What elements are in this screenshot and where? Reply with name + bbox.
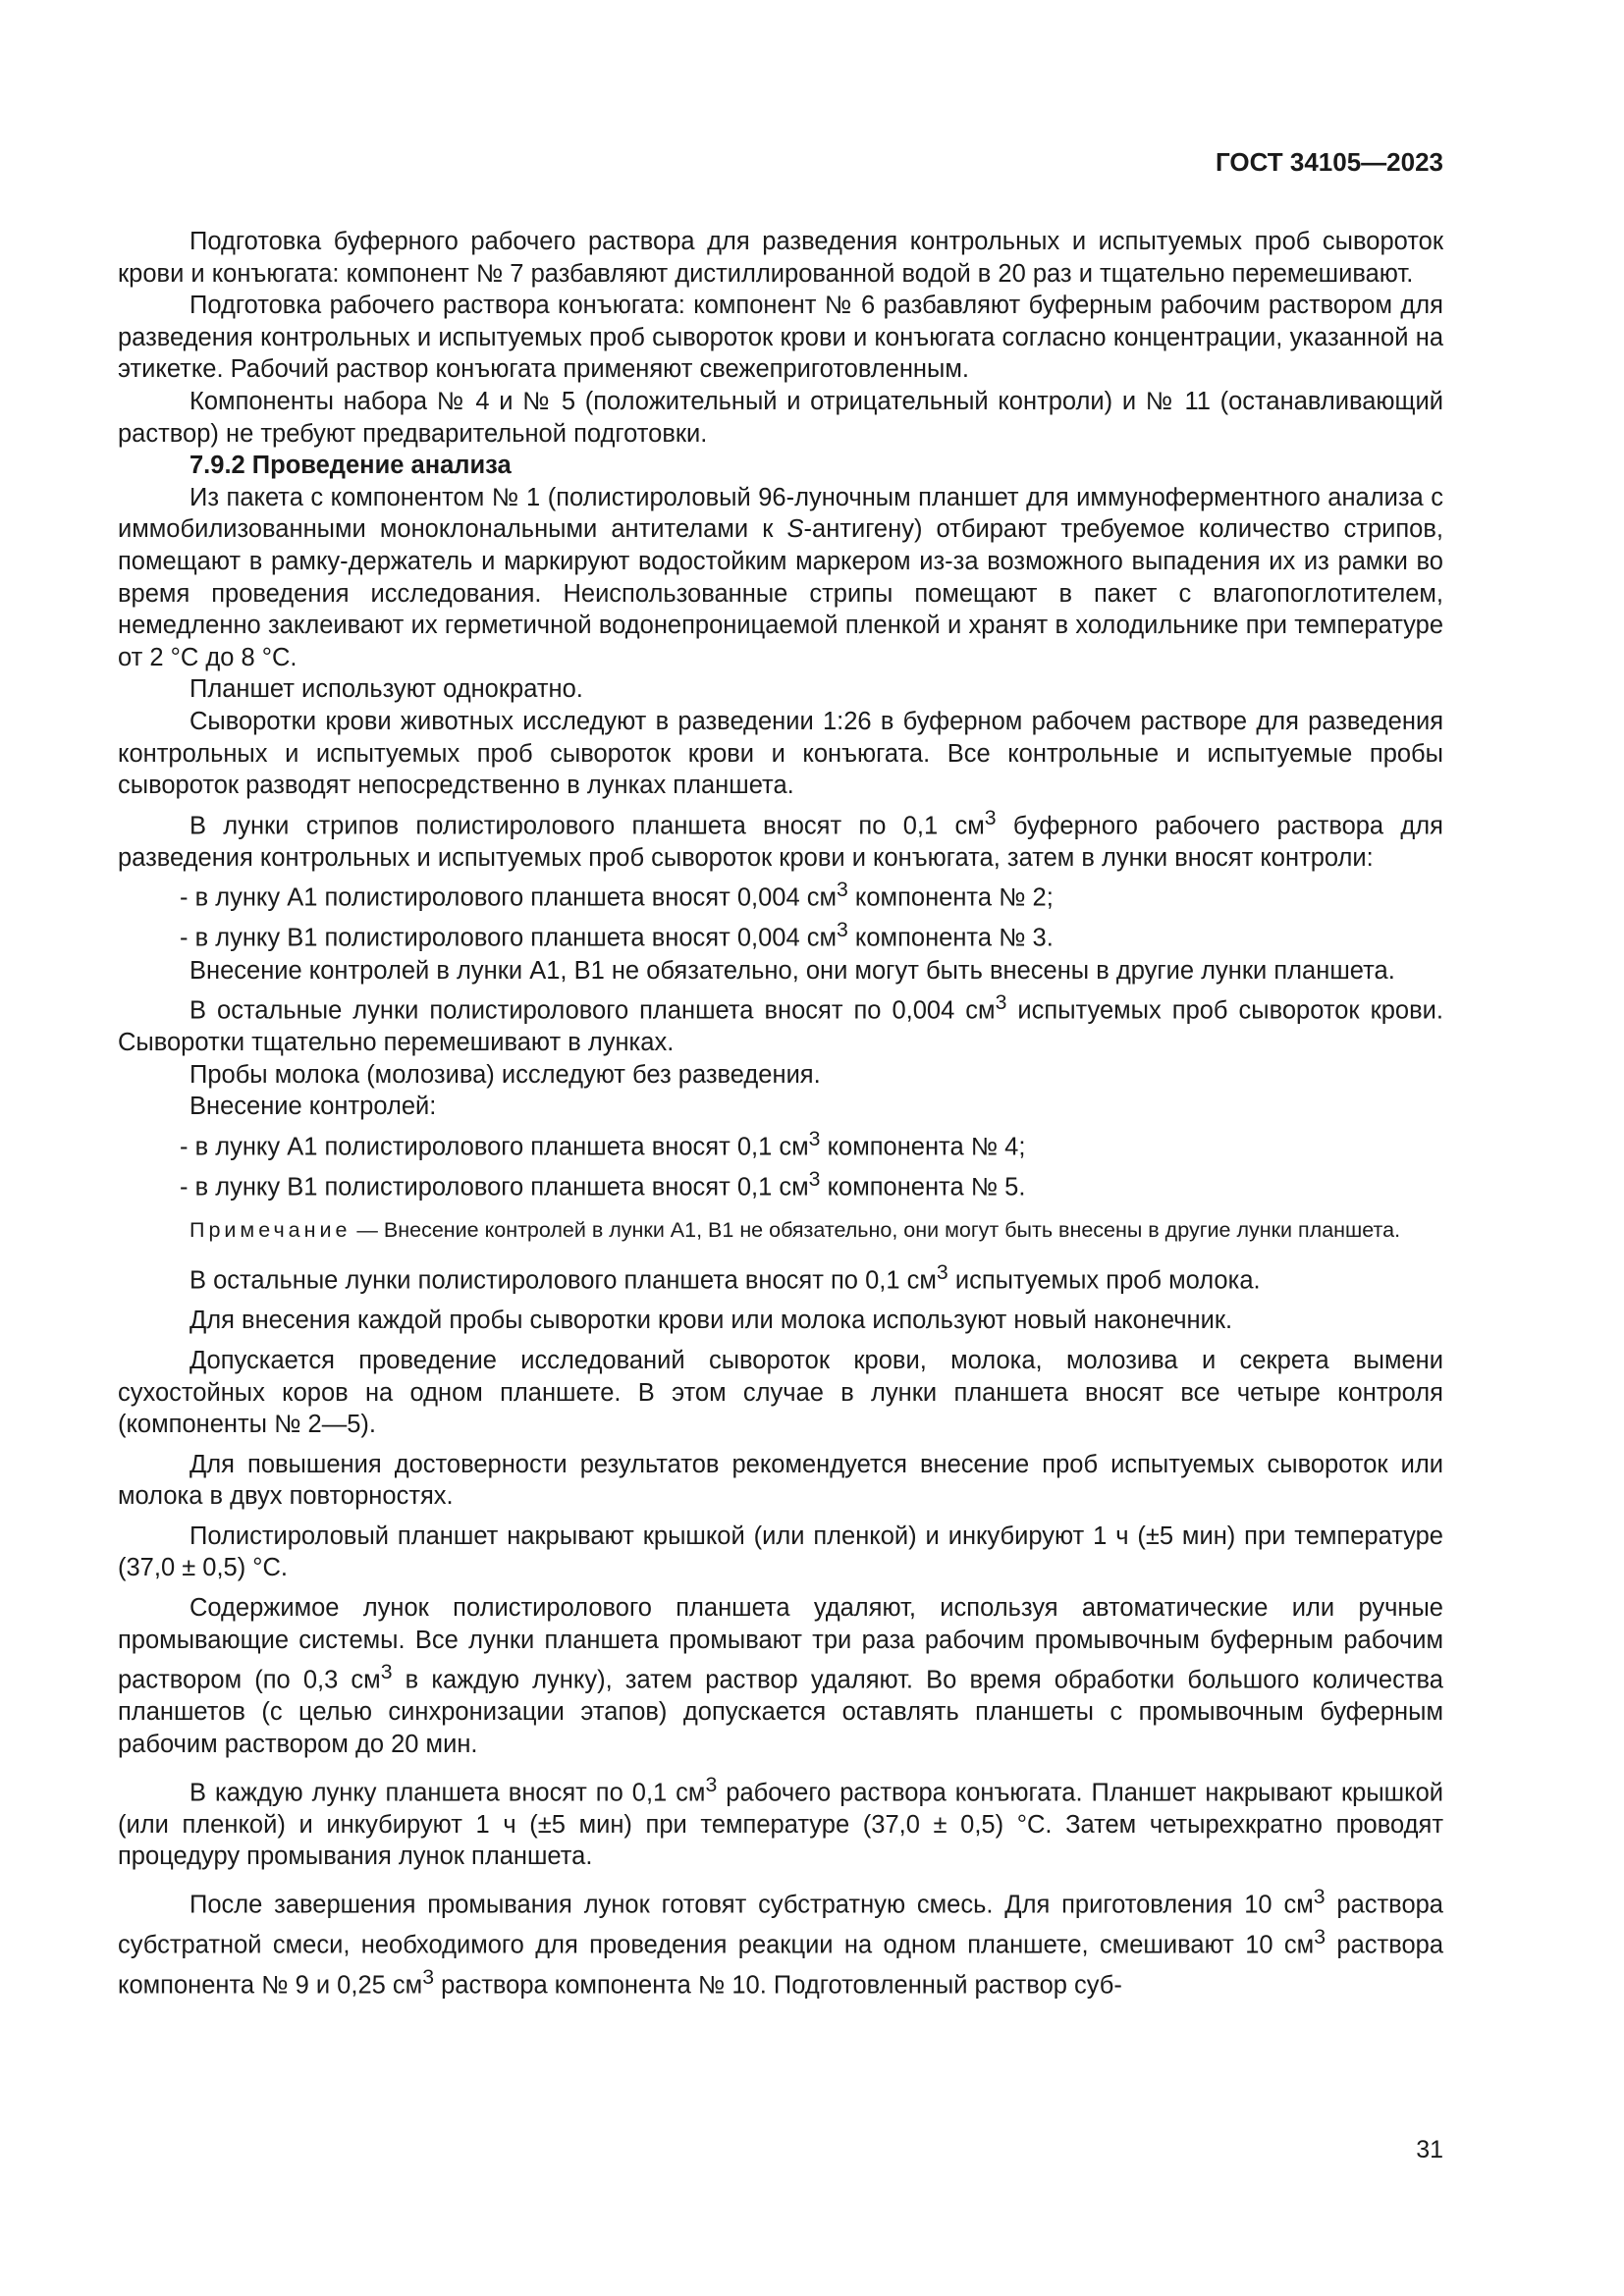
paragraph: Компоненты набора № 4 и № 5 (положительный и отрицательный контроли) и № 11 (останавливающий раствор) не требуют предварительной подготовки. — [118, 387, 1443, 448]
list-item: - в лунку В1 полистиролового планшета вносят 0,1 $см^3$ компонента № 5. — [180, 1167, 1026, 1201]
paragraph: В остальные лунки полистиролового планшета вносят по 0,1 $см^3$ испытуемых проб молока. — [189, 1260, 1261, 1295]
paragraph: Содержимое лунок полистиролового планшета удаляют, используя автоматические или ручные промывающие системы. Все лунки планшета промывают три раза рабочим промывочным буферным рабочим раствором (по 0,3 $см^3$ в каждую лунку), затем раствор удаляют. Во время обработки большого количества планшетов (с целью синхронизации этапов) допускается оставлять планшеты с промывочным буферным рабочим раствором до 20 мин. — [118, 1594, 1443, 1758]
paragraph: Из пакета с компонентом № 1 (полистироловый 96-луночным планшет для иммуноферментного анализа с иммобилизованными моноклональными антителами к S-антигену) отбирают требуемое количество стрипов, помещают в рамку-держатель и маркируют водостойким маркером из-за возможного выпадения их из рамки во время проведения исследования. Неиспользованные стрипы помещают в пакет с влагопоглотителем, немедленно заклеивают их герметичной водонепроницаемой пленкой и хранят в холодильнике при температуре от 2 °С до 8 °С. — [118, 483, 1443, 671]
page-number: 31 — [1416, 2136, 1443, 2163]
paragraph: Для внесения каждой пробы сыворотки крови или молока используют новый наконечник. — [189, 1307, 1233, 1335]
paragraph: Внесение контролей в лунки А1, В1 не обязательно, они могут быть внесены в другие лунки планшета. — [189, 956, 1395, 985]
document-body — [118, 226, 1443, 2002]
paragraph: Подготовка рабочего раствора конъюгата: компонент № 6 разбавляют буферным рабочим раствором для разведения контрольных и испытуемых проб сывороток крови и конъюгата согласно концентрации, указанной на этикетке. Рабочий раствор конъюгата применяют свежеприготовленным. — [118, 292, 1443, 384]
list-item: - в лунку А1 полистиролового планшета вносят 0,004 $см^3$ компонента № 2; — [180, 878, 1054, 912]
paragraph: Полистироловый планшет накрывают крышкой (или пленкой) и инкубируют 1 ч (±5 мин) при температуре (37,0 ± 0,5) °С. — [118, 1522, 1443, 1582]
list-item: - в лунку А1 полистиролового планшета вносят 0,1 $см^3$ компонента № 4; — [180, 1127, 1026, 1161]
paragraph: Планшет используют однократно. — [189, 675, 583, 704]
paragraph: В каждую лунку планшета вносят по 0,1 $см^3$ рабочего раствора конъюгата. Планшет накрывают крышкой (или пленкой) и инкубируют 1 ч (±5 мин) при температуре (37,0 ± 0,5) °С. Затем четырехкратно проводят процедуру промывания лунок планшета. — [118, 1772, 1443, 1871]
section-heading: 7.9.2 Проведение анализа — [189, 452, 512, 480]
paragraph: Допускается проведение исследований сывороток крови, молока, молозива и секрета вымени сухостойных коров на одном планшете. В этом случае в лунки планшета вносят все четыре контроля (компоненты № 2—5). — [118, 1346, 1443, 1439]
paragraph: Для повышения достоверности результатов рекомендуется внесение проб испытуемых сывороток или молока в двух повторностях. — [118, 1450, 1443, 1511]
paragraph: В лунки стрипов полистиролового планшета вносят по 0,1 $см^3$ буферного рабочего раствора для разведения контрольных и испытуемых проб сывороток крови и конъюгата, затем в лунки вносят контроли: — [118, 805, 1443, 872]
document-code: ГОСТ 34105—2023 — [1216, 147, 1443, 177]
paragraph: Подготовка буферного рабочего раствора для разведения контрольных и испытуемых проб сывороток крови и конъюгата: компонент № 7 разбавляют дистиллированной водой в 20 раз и тщательно перемешивают. — [118, 228, 1443, 288]
note: Примечание — Внесение контролей в лунки А1, В1 не обязательно, они могут быть внесены в другие лунки планшета. — [189, 1218, 1401, 1243]
paragraph: Пробы молока (молозива) исследуют без разведения. — [189, 1060, 821, 1089]
paragraph: В остальные лунки полистиролового планшета вносят по 0,004 $см^3$ испытуемых проб сывороток крови. Сыворотки тщательно перемешивают в лунках. — [118, 990, 1443, 1057]
list-item: - в лунку В1 полистиролового планшета вносят 0,004 $см^3$ компонента № 3. — [180, 918, 1054, 952]
paragraph: Внесение контролей: — [189, 1093, 437, 1121]
paragraph: Сыворотки крови животных исследуют в разведении 1:26 в буферном рабочем растворе для разведения контрольных и испытуемых проб сывороток крови и конъюгата. Все контрольные и испытуемые пробы сывороток разводят непосредственно в лунках планшета. — [118, 707, 1443, 800]
paragraph: После завершения промывания лунок готовят субстратную смесь. Для приготовления 10 $см^3$ раствора субстратной смеси, необходимого для проведения реакции на одном планшете, смешивают 10 $см^3$ раствора компонента № 9 и 0,25 $см^3$ раствора компонента № 10. Подготовленный раствор суб- — [118, 1884, 1443, 2000]
